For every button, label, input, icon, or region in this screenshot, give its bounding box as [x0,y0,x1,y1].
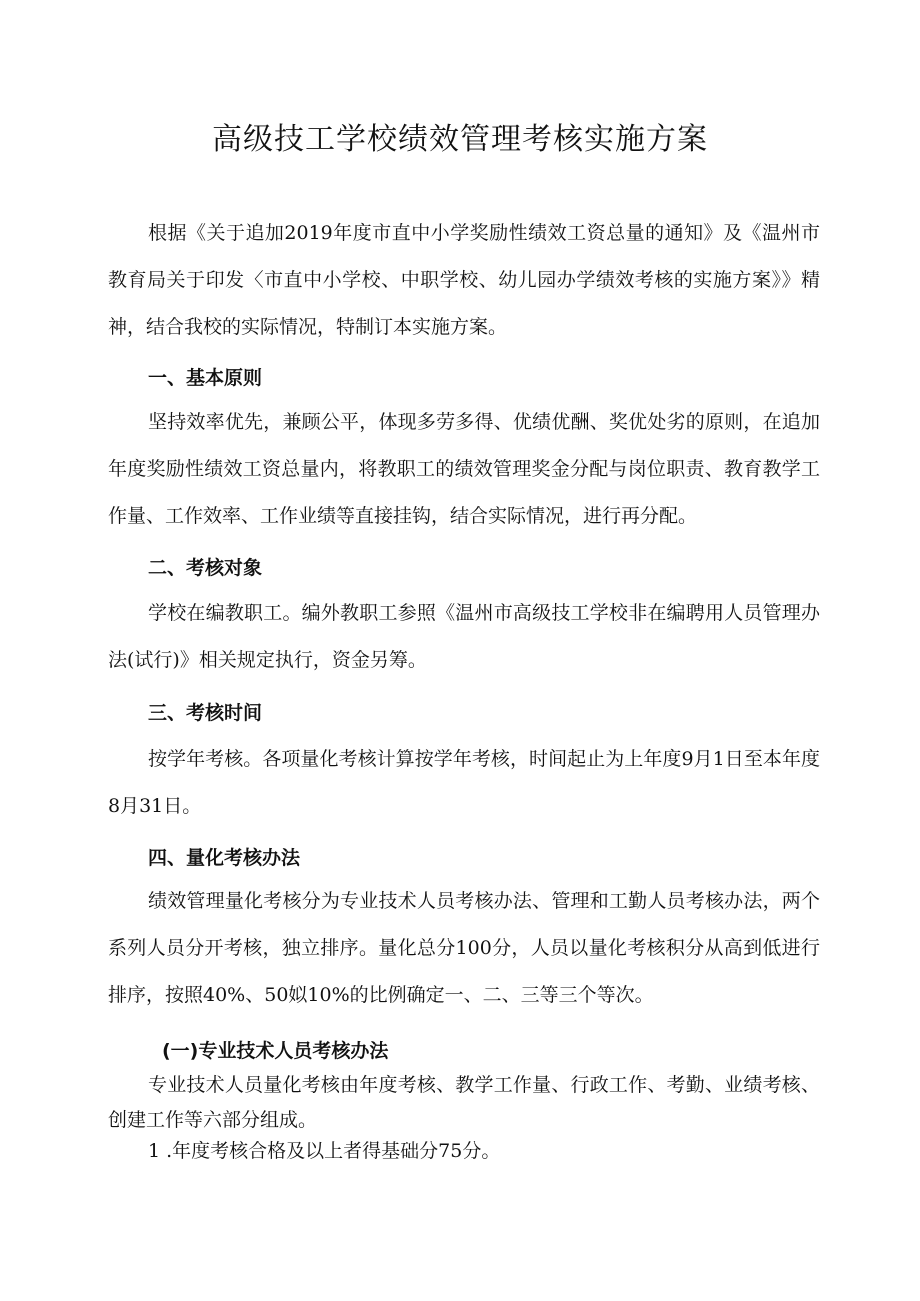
section-body-method: 绩效管理量化考核分为专业技术人员考核办法、管理和工勤人员考核办法，两个系列人员分开考核，独立排序。量化总分100分，人员以量化考核积分从高到低进行排序，按照40%、50姒10%的比例确定一、二、三等三个等次。 [108,890,820,1006]
intro-paragraph: 根据《关于追加2019年度市直中小学奖励性绩效工资总量的通知》及《温州市教育局关于印发〈市直中小学校、中职学校、幼儿园办学绩效考核的实施方案》》精神，结合我校的实际情况，特制订本实施方案。 [108,222,820,338]
section-body-time: 按学年考核。各项量化考核计算按学年考核，时间起止为上年度9月1日至本年度8月31日。 [108,748,820,817]
section-body-targets: 学校在编教职工。编外教职工参照《温州市高级技工学校非在编聘用人员管理办法(试行)》相关规定执行，资金另筹。 [108,602,820,671]
list-item-1: 1 .年度考核合格及以上者得基础分75分。 [148,1140,501,1162]
section-heading-targets: 二、考核对象 [148,557,263,579]
subsection-body-professional: 专业技术人员量化考核由年度考核、教学工作量、行政工作、考勤、业绩考核、创建工作等六部分组成。 [108,1074,820,1131]
section-heading-time: 三、考核时间 [148,702,263,724]
section-heading-principles: 一、基本原则 [148,367,263,389]
section-body-principles: 坚持效率优先，兼顾公平，体现多劳多得、优绩优酬、奖优处劣的原则，在追加年度奖励性绩效工资总量内，将教职工的绩效管理奖金分配与岗位职责、教育教学工作量、工作效率、工作业绩等直接挂钩，结合实际情况，进行再分配。 [108,411,820,527]
section-heading-method: 四、量化考核办法 [148,847,301,869]
document-title: 高级技工学校绩效管理考核实施方案 [212,122,708,157]
subsection-heading-professional: (一)专业技术人员考核办法 [162,1040,389,1062]
